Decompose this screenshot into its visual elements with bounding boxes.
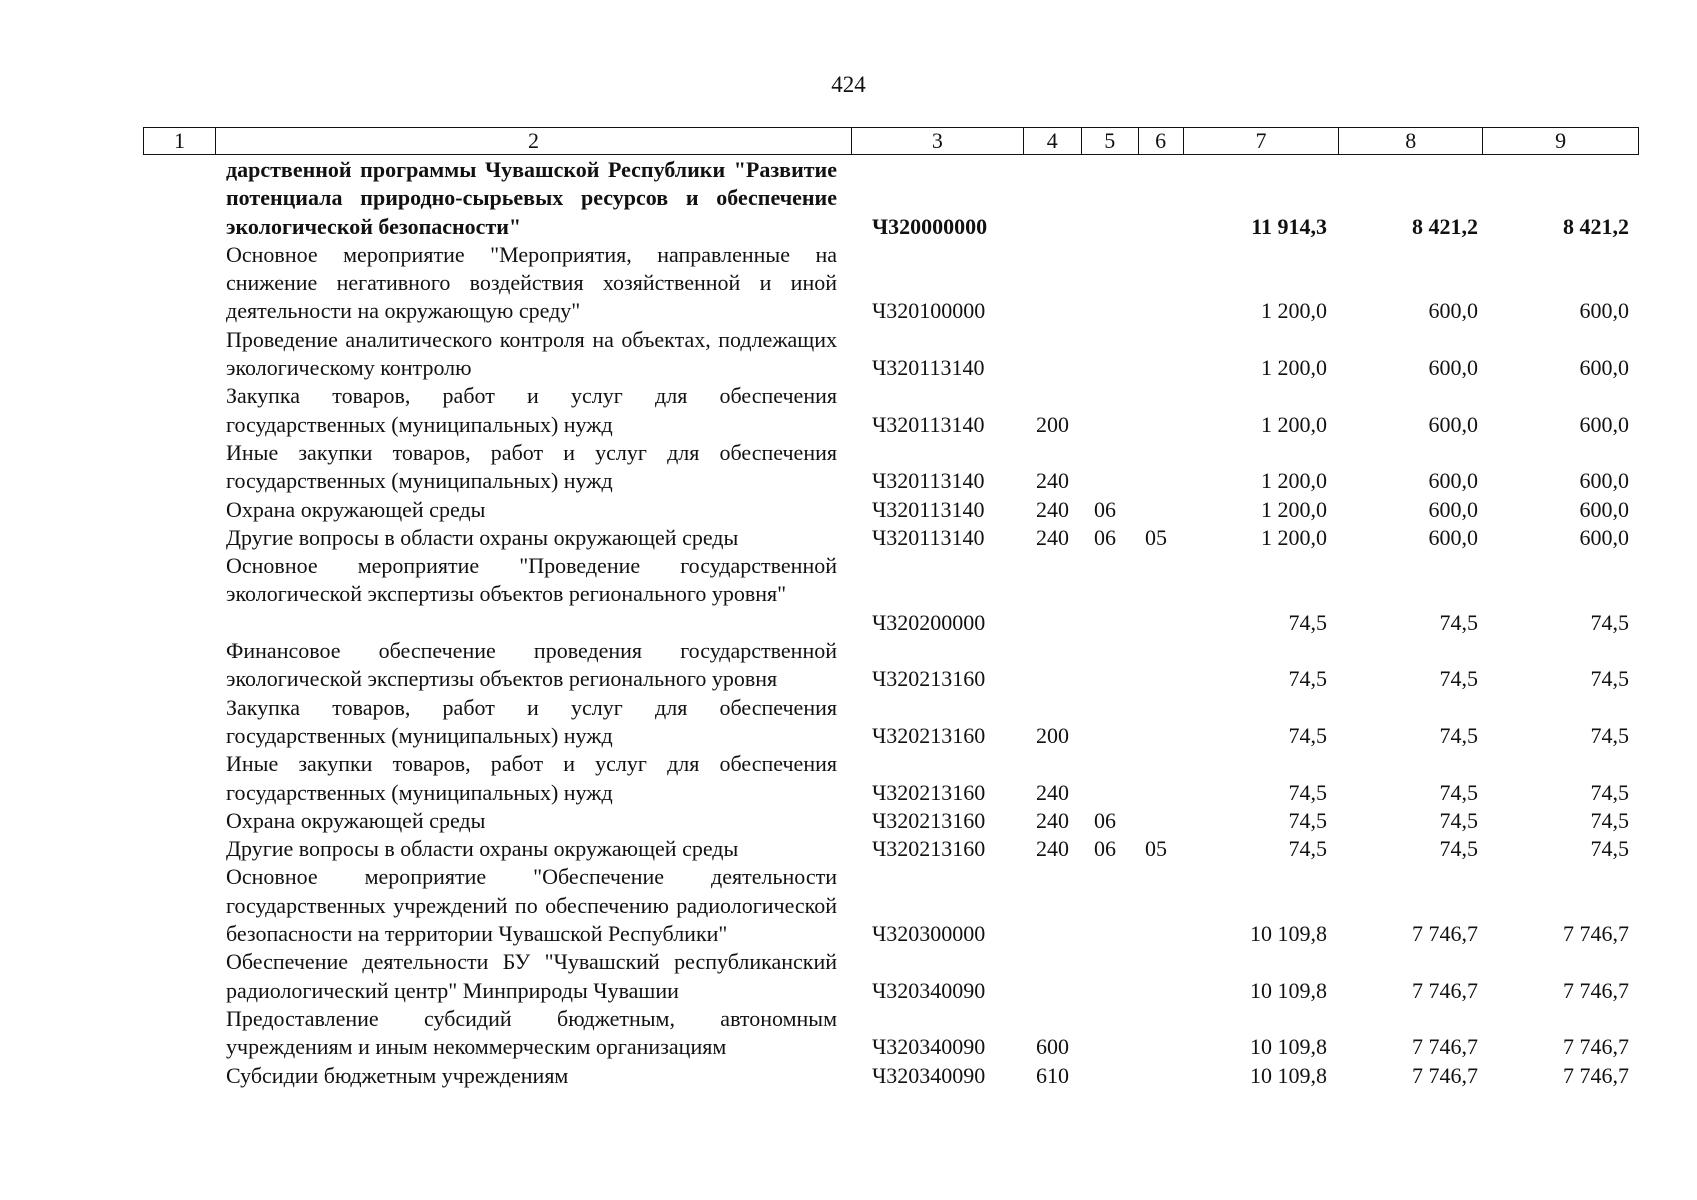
row-amount-col7: 10 109,8 [1250,1062,1327,1088]
table-body [0,156,1697,1090]
row-expense-type: 240 [1036,496,1069,522]
row-amount-col8: 600,0 [1428,496,1478,522]
table-row [0,694,1697,751]
row-amount-col7: 1 200,0 [1261,524,1327,550]
row-target-code: Ч320113140 [872,411,985,437]
row-amount-col8: 7 746,7 [1412,1034,1478,1060]
row-expense-type: 240 [1036,524,1069,550]
row-amount-col8: 7 746,7 [1412,921,1478,947]
row-amount-col9: 7 746,7 [1563,921,1629,947]
row-target-code: Ч320100000 [872,298,986,324]
row-target-code: Ч320213160 [872,836,986,862]
row-amount-col8: 74,5 [1439,836,1478,862]
row-expense-type: 240 [1036,807,1069,833]
row-amount-col7: 1 200,0 [1261,468,1327,494]
row-description: Основное мероприятие "Обеспечение деятельности государственных учреждений по обеспечению радиологической безопасности на территории Чувашской Республики" [226,864,837,947]
row-description: Иные закупки товаров, работ и услуг для обеспечения государственных (муниципальных) нужд [226,439,837,494]
row-subsection: 05 [1145,836,1167,862]
row-description: дарственной программы Чувашской Республики "Развитие потенциала природно-сырьевых ресурсов и обеспечение экологической безопасности" [226,157,837,239]
row-amount-col9: 600,0 [1579,298,1629,324]
row-section: 06 [1094,496,1116,522]
header-col-9: 9 [1555,128,1567,153]
table-row [0,835,1697,863]
row-amount-col7: 10 109,8 [1250,921,1327,947]
header-col-5: 5 [1082,128,1139,154]
row-expense-type: 200 [1036,411,1069,437]
row-section: 06 [1094,807,1116,833]
row-description: Субсидии бюджетным учреждениям [226,1062,569,1088]
row-amount-col7: 10 109,8 [1250,977,1327,1003]
table-row [0,552,1697,637]
row-description: Основное мероприятие "Проведение государственной экологической экспертизы объектов регионального уровня" [226,553,837,607]
row-amount-col7: 74,5 [1288,666,1327,692]
row-amount-col9: 7 746,7 [1563,977,1629,1003]
row-amount-col9: 7 746,7 [1563,1062,1629,1088]
table-row [0,1005,1697,1062]
header-col-4: 4 [1024,128,1082,154]
row-amount-col7: 1 200,0 [1261,355,1327,381]
row-description: Предоставление субсидий бюджетным, автономным учреждениям и иным некоммерческим организациям [226,1005,837,1060]
table-row [0,156,1697,241]
table-row [0,439,1697,496]
row-target-code: Ч320213160 [872,722,986,748]
row-description: Основное мероприятие "Мероприятия, направленные на снижение негативного воздействия хозяйственной и иной деятельности на окружающую среду" [226,241,837,324]
row-description: Закупка товаров, работ и услуг для обеспечения государственных (муниципальных) нужд [226,694,837,748]
row-amount-col7: 10 109,8 [1250,1034,1327,1060]
row-amount-col7: 74,5 [1288,779,1327,805]
header-col-7: 7 [1184,128,1340,154]
row-amount-col8: 74,5 [1439,609,1478,635]
table-row [0,807,1697,835]
table-row [0,863,1697,948]
row-amount-col9: 600,0 [1579,468,1629,494]
row-amount-col9: 8 421,2 [1563,213,1629,239]
row-description: Охрана окружающей среды [226,496,486,522]
table-row [0,382,1697,439]
row-target-code: Ч320340090 [872,1062,986,1088]
table-row [0,496,1697,524]
row-section: 06 [1094,836,1116,862]
row-description: Другие вопросы в области охраны окружающей среды [226,836,739,862]
row-amount-col9: 74,5 [1590,609,1629,635]
row-target-code: Ч320213160 [872,779,986,805]
header-col-8: 8 [1339,128,1483,154]
row-target-code: Ч320300000 [872,921,986,947]
row-amount-col8: 600,0 [1428,468,1478,494]
row-amount-col8: 7 746,7 [1412,1062,1478,1088]
row-target-code: Ч320213160 [872,807,986,833]
row-expense-type: 600 [1036,1034,1069,1060]
row-amount-col7: 74,5 [1288,836,1327,862]
row-section: 06 [1094,524,1116,550]
row-amount-col9: 74,5 [1590,779,1629,805]
row-subsection: 05 [1145,524,1167,550]
row-expense-type: 240 [1036,779,1069,805]
header-col-6: 6 [1139,128,1184,154]
row-amount-col8: 8 421,2 [1412,213,1478,239]
row-amount-col8: 600,0 [1428,298,1478,324]
row-amount-col8: 74,5 [1439,779,1478,805]
row-target-code: Ч320113140 [872,355,985,381]
row-amount-col8: 600,0 [1428,355,1478,381]
row-target-code: Ч320113140 [872,468,985,494]
row-target-code: Ч320213160 [872,666,986,692]
row-amount-col8: 74,5 [1439,666,1478,692]
row-expense-type: 610 [1036,1062,1069,1088]
header-col-3: 3 [852,128,1024,154]
table-row [0,1062,1697,1090]
row-expense-type: 240 [1036,836,1069,862]
row-description: Иные закупки товаров, работ и услуг для обеспечения государственных (муниципальных) нужд [226,751,837,805]
row-amount-col9: 74,5 [1590,807,1629,833]
row-target-code: Ч320000000 [872,213,988,239]
row-amount-col7: 74,5 [1288,807,1327,833]
row-target-code: Ч320200000 [872,609,986,635]
row-target-code: Ч320113140 [872,496,985,522]
row-amount-col7: 1 200,0 [1261,411,1327,437]
row-expense-type: 200 [1036,722,1069,748]
table-row [0,750,1697,807]
row-target-code: Ч320340090 [872,1034,986,1060]
header-col-1: 1 [144,128,216,154]
row-description: Охрана окружающей среды [226,807,486,833]
row-description: Финансовое обеспечение проведения государственной экологической экспертизы объектов регионального уровня [226,638,837,692]
row-amount-col7: 11 914,3 [1251,213,1327,239]
row-amount-col9: 600,0 [1579,496,1629,522]
row-amount-col9: 7 746,7 [1563,1034,1629,1060]
row-description: Проведение аналитического контроля на объектах, подлежащих экологическому контролю [226,326,837,381]
page-number: 424 [831,72,866,97]
row-amount-col9: 74,5 [1590,666,1629,692]
table-row [0,637,1697,694]
table-row [0,948,1697,1005]
row-amount-col9: 74,5 [1590,836,1629,862]
row-amount-col9: 600,0 [1579,524,1629,550]
table-row [0,326,1697,383]
row-expense-type: 240 [1036,468,1069,494]
row-amount-col8: 600,0 [1428,411,1478,437]
row-amount-col8: 600,0 [1428,524,1478,550]
row-amount-col9: 74,5 [1590,722,1629,748]
row-amount-col8: 74,5 [1439,722,1478,748]
row-description: Закупка товаров, работ и услуг для обеспечения государственных (муниципальных) нужд [226,383,837,437]
table-row [0,524,1697,552]
row-amount-col7: 74,5 [1288,609,1327,635]
row-target-code: Ч320113140 [872,524,985,550]
row-amount-col8: 74,5 [1439,807,1478,833]
row-amount-col8: 7 746,7 [1412,977,1478,1003]
row-amount-col7: 1 200,0 [1261,298,1327,324]
row-description: Обеспечение деятельности БУ "Чувашский республиканский радиологический центр" Минприроды Чувашии [226,949,837,1003]
header-col-2: 2 [216,128,852,154]
row-amount-col7: 1 200,0 [1261,496,1327,522]
row-description: Другие вопросы в области охраны окружающей среды [226,524,739,550]
table-header [143,127,1639,155]
row-amount-col9: 600,0 [1579,411,1629,437]
row-amount-col7: 74,5 [1288,722,1327,748]
row-target-code: Ч320340090 [872,977,986,1003]
table-row [0,241,1697,326]
row-amount-col9: 600,0 [1579,355,1629,381]
